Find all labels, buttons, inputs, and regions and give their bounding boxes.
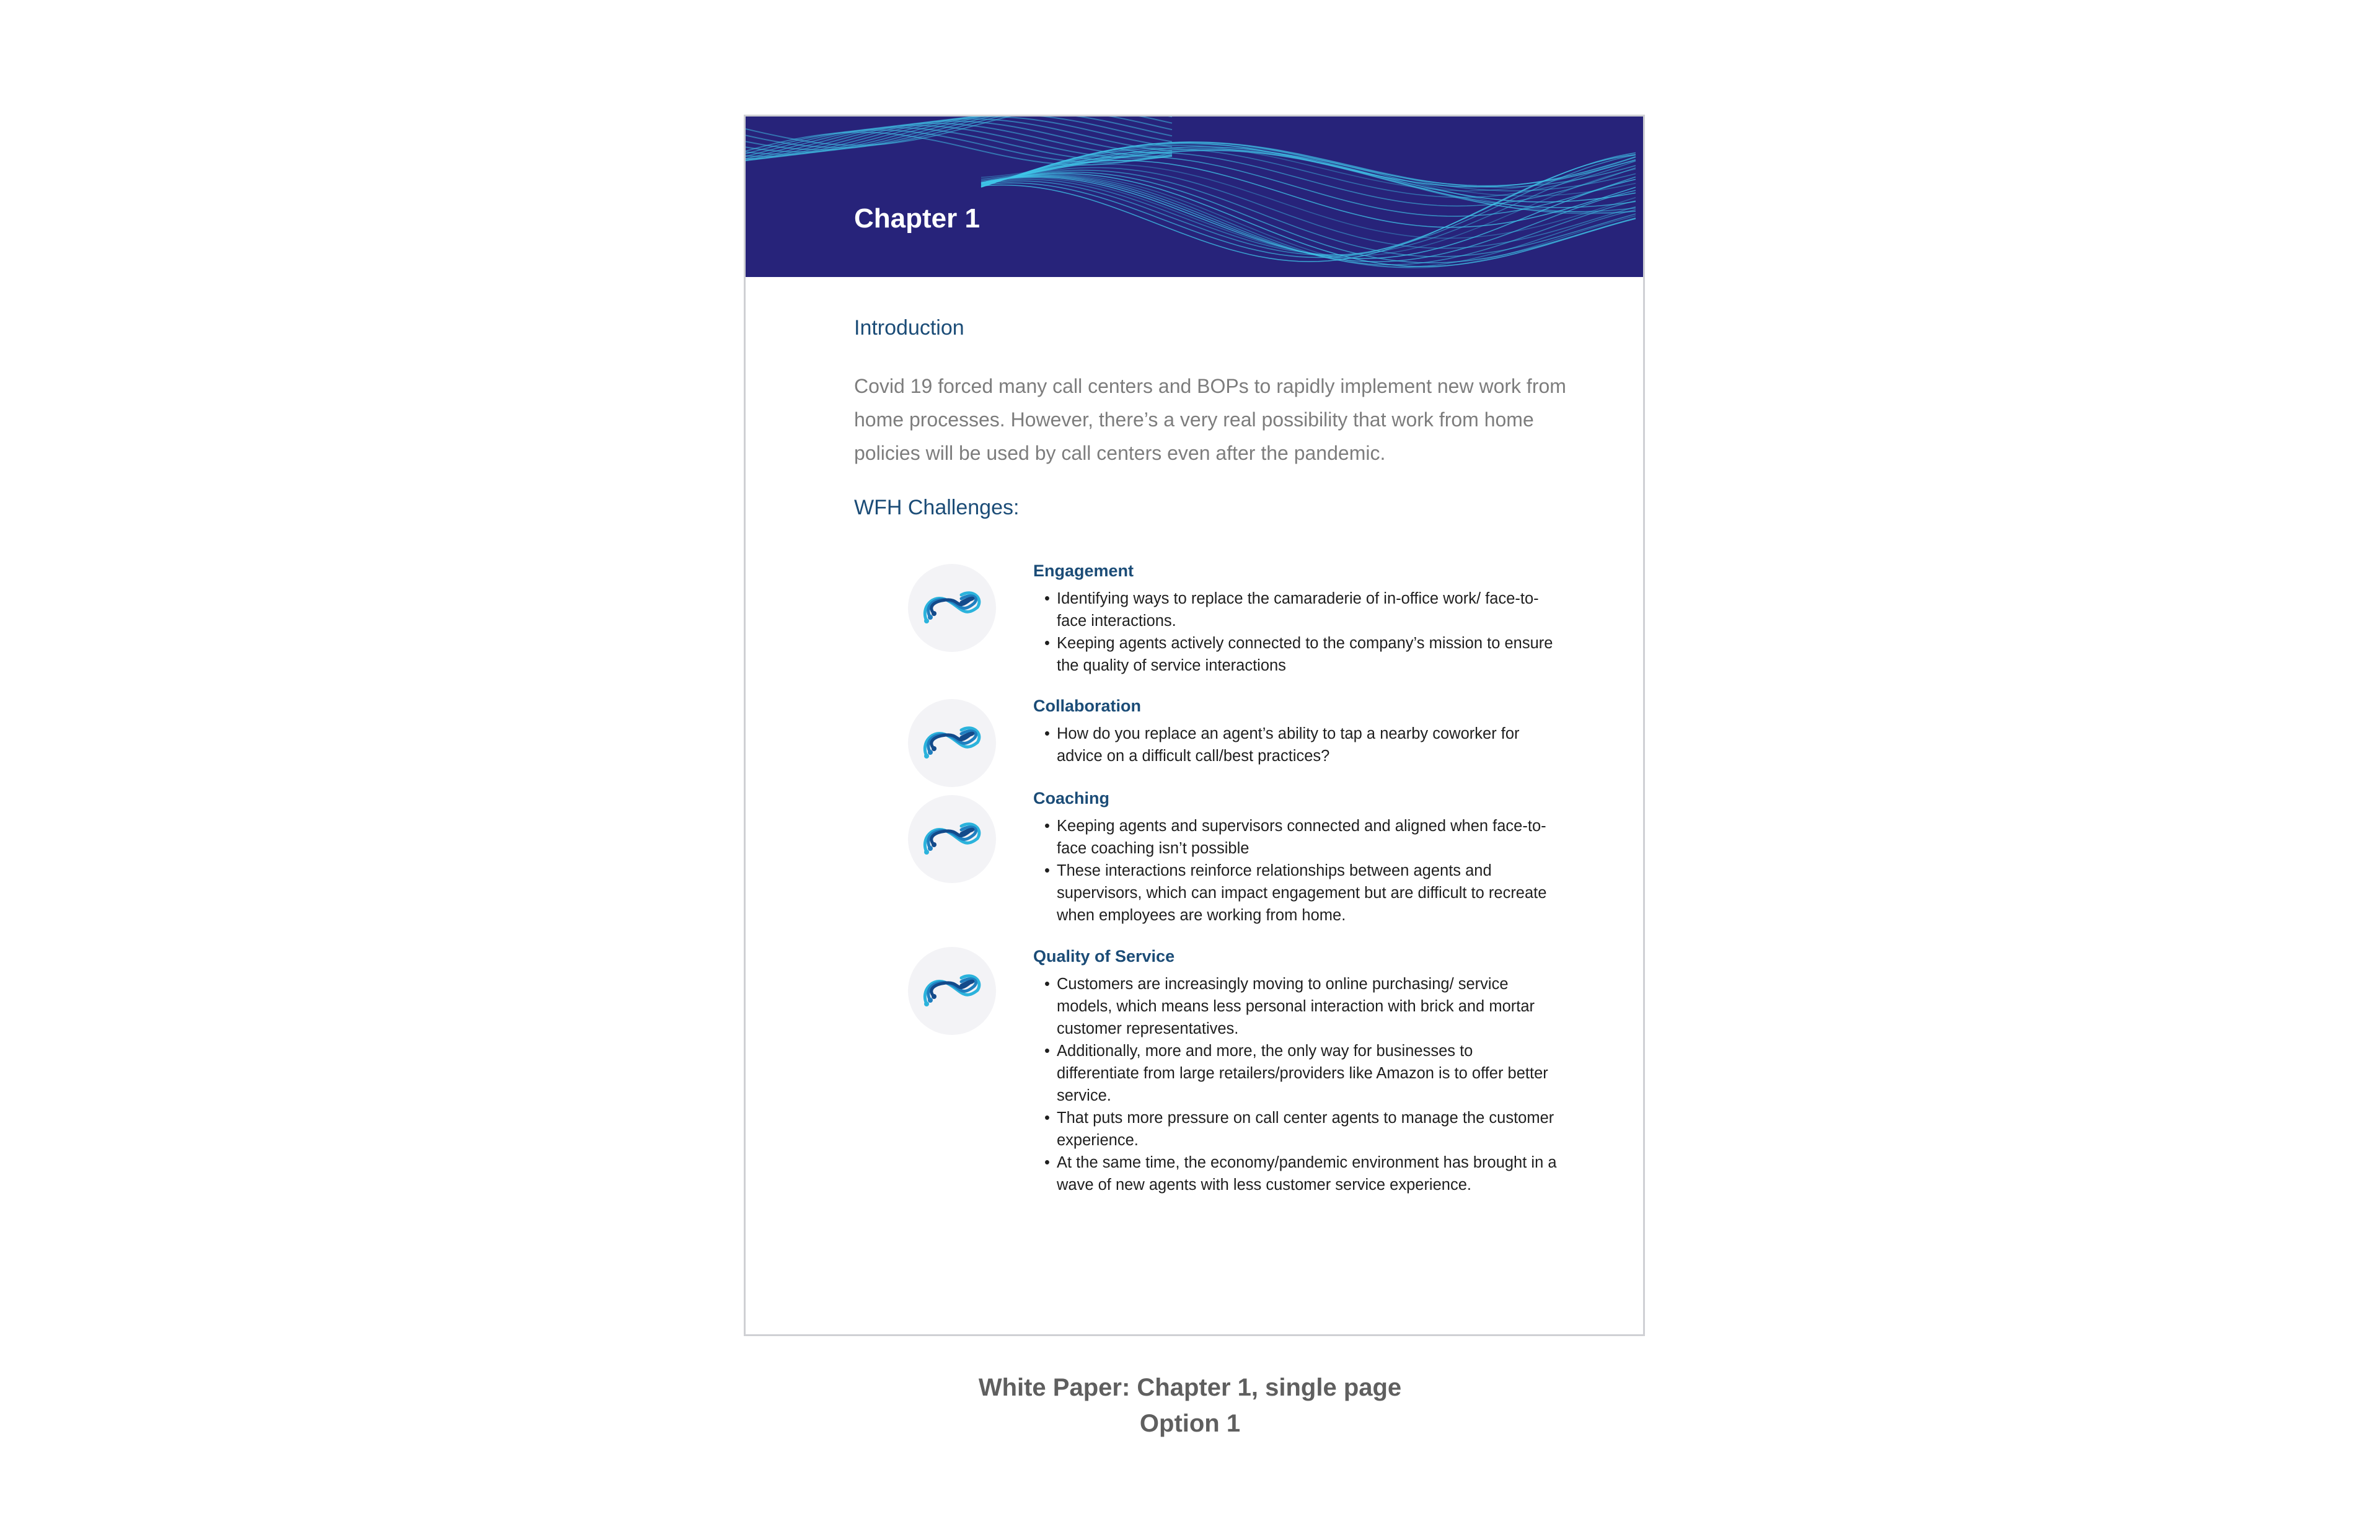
bullet-item: • That puts more pressure on call center agents to manage the customer experience. [1044, 1107, 1559, 1151]
challenge-title: Quality of Service [1033, 947, 1175, 966]
challenge-bullet-list [1044, 723, 1559, 767]
wave-pattern-graphic [746, 117, 1643, 277]
wave-line [981, 153, 1636, 258]
bullet-item: • Keeping agents and supervisors connected and aligned when face-to-face coaching isn’t possible [1044, 815, 1559, 860]
challenge-bullet-list [1044, 815, 1559, 926]
infinity-circuit-icon [908, 699, 996, 787]
infinity-circuit-icon [908, 947, 996, 1035]
challenge-title: Engagement [1033, 561, 1134, 580]
introduction-heading: Introduction [854, 316, 964, 340]
caption-option: Option 1 [1139, 1410, 1241, 1437]
bullet-item: • Additionally, more and more, the only way for businesses to differentiate from large retailers/providers like Amazon is to offer better service. [1044, 1040, 1559, 1107]
challenge-title: Coaching [1033, 789, 1110, 807]
infinity-circuit-icon [908, 795, 996, 883]
bullet-item: • These interactions reinforce relationships between agents and supervisors, which can impact engagement but are difficult to recreate when employees are working from home. [1044, 860, 1559, 926]
wave-line [746, 126, 1172, 159]
wfh-challenges-heading: WFH Challenges: [854, 496, 1020, 519]
bullet-item: • How do you replace an agent’s ability to tap a nearby coworker for advice on a difficult call/best practices? [1044, 723, 1559, 767]
bullet-item: • Identifying ways to replace the camaraderie of in-office work/ face-to-face interactions. [1044, 587, 1559, 632]
bullet-item: • Keeping agents actively connected to the company’s mission to ensure the quality of service interactions [1044, 632, 1559, 677]
introduction-paragraph: Covid 19 forced many call centers and BOPs to rapidly implement new work from home processes. However, there’s a very real possibility that work from home policies will be used by call centers even after the pandemic. [854, 375, 1566, 464]
wave-line [981, 161, 1636, 255]
bullet-item: • Customers are increasingly moving to online purchasing/ service models, which means less personal interaction with brick and mortar customer representatives. [1044, 973, 1559, 1040]
challenge-title: Collaboration [1033, 697, 1141, 715]
infinity-circuit-icon [908, 564, 996, 652]
bullet-item: • At the same time, the economy/pandemic environment has brought in a wave of new agents with less customer service experience. [1044, 1151, 1559, 1196]
challenge-bullet-list [1044, 587, 1559, 677]
white-paper-page [744, 115, 1645, 1336]
challenge-bullet-list [1044, 973, 1559, 1196]
caption-title: White Paper: Chapter 1, single page [978, 1374, 1402, 1401]
chapter-title: Chapter 1 [854, 203, 980, 234]
wave-line [746, 128, 1172, 161]
wave-line [981, 167, 1636, 248]
chapter-banner [746, 117, 1643, 277]
